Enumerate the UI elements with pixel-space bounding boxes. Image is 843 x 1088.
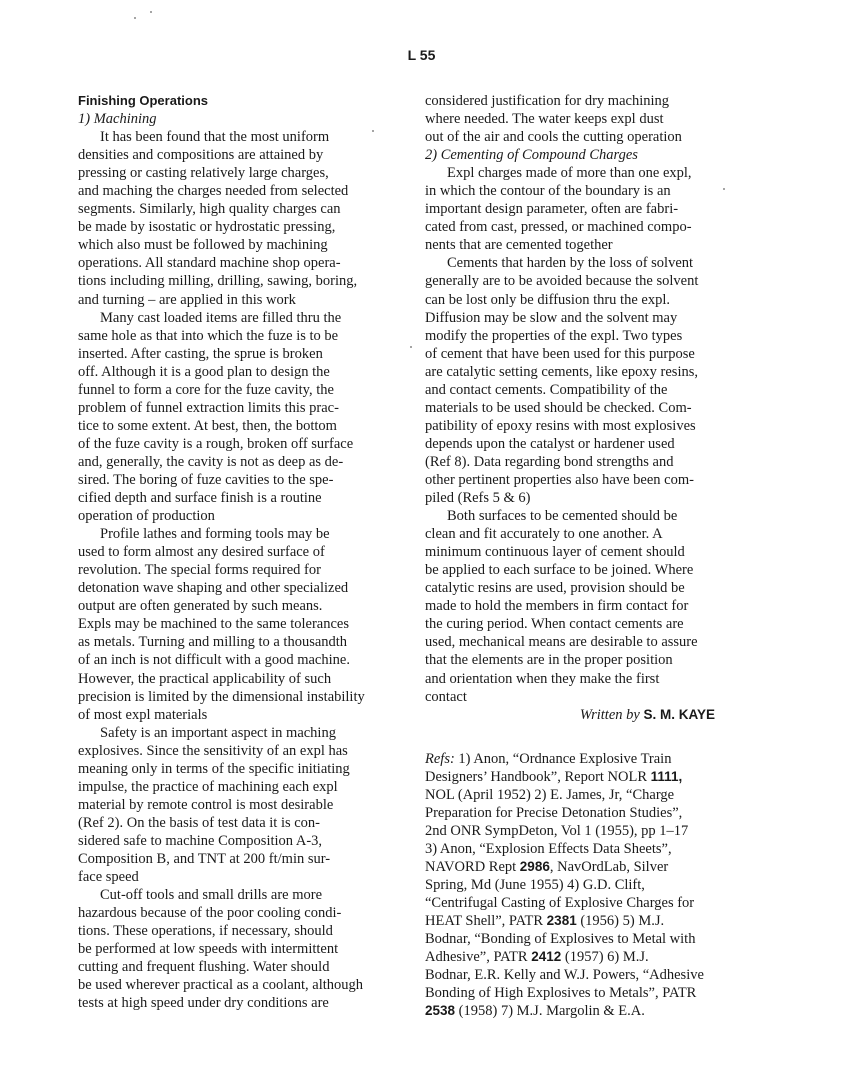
text-line: of most expl materials [78,706,208,723]
text-line: Both surfaces to be cemented should be [447,508,678,525]
page-number: L 55 [407,47,436,63]
text-line: be applied to each surface to be joined. Where [425,562,694,579]
text-line: which also must be followed by machining [78,237,328,254]
subsection-heading-machining: 1) Machining [78,111,157,128]
text-line: (Ref 2). On the basis of test data it is con- [78,814,321,831]
refs-label: Refs: [425,750,455,767]
text-line: are catalytic setting cements, like epoxy resins, [425,363,698,380]
text-line: output are often generated by such means. [78,598,323,615]
text-line: operations. All standard machine shop opera- [78,255,341,272]
text-line: other pertinent properties also have been com- [425,471,694,488]
text-line: (Ref 8). Data regarding bond strengths and [425,453,674,470]
ref-line: Bonding of High Explosives to Metals”, PATR [425,985,697,1002]
text-line: Many cast loaded items are filled thru the [100,309,342,326]
text-line: sired. The boring of fuze cavities to the spe- [78,471,334,488]
text-line: problem of funnel extraction limits this prac- [78,399,339,416]
text-line: impulse, the practice of machining each expl [78,778,338,795]
text-line: generally are to be avoided because the solvent [425,273,699,290]
byline [425,706,725,724]
text-line: tions. These operations, if necessary, should [78,923,333,940]
text-line: patibility of epoxy resins with most explosives [425,417,696,434]
text-line: cified depth and surface finish is a routine [78,490,322,507]
text-line: However, the practical applicability of such [78,670,332,687]
ref-line: Bodnar, E.R. Kelly and W.J. Powers, “Adhesive [425,967,704,984]
ref-line: HEAT Shell”, PATR [425,913,547,930]
text-line: catalytic resins are used, provision should be [425,580,685,597]
ref-line: Preparation for Precise Detonation Studies”, [425,804,683,821]
text-line: funnel to form a core for the fuze cavity, the [78,381,334,398]
text-line: tice to some extent. At best, then, the bottom [78,417,337,434]
text-line: cated from cast, pressed, or machined compo- [425,219,692,236]
text-line: Diffusion may be slow and the solvent may [425,309,678,326]
text-line: Cut-off tools and small drills are more [100,887,323,904]
ref-line: Bodnar, “Bonding of Explosives to Metal with [425,931,696,948]
scan-speck [134,17,136,19]
text-line: as metals. Turning and milling to a thousandth [78,634,348,651]
text-line: revolution. The special forms required for [78,562,321,579]
text-line: considered justification for dry machining [425,93,670,109]
ref-line-tail: (1957) 6) M.J. [561,949,649,966]
ref-line: Designers’ Handbook”, Report NOLR [425,768,651,785]
text-line: tests at high speed under dry conditions are [78,995,329,1012]
text-line: material by remote control is most desirable [78,796,334,813]
ref-line-tail: , NavOrdLab, Silver [549,858,669,875]
left-column [78,92,398,1012]
ref-line: (1958) 7) M.J. Margolin & E.A. [455,1003,645,1020]
text-line: piled (Refs 5 & 6) [425,490,531,507]
text-line: of an inch is not difficult with a good machine. [78,652,350,669]
text-line: and, generally, the cavity is not as deep as de- [78,453,344,470]
ref-line: NOL (April 1952) 2) E. James, Jr, “Charge [425,786,675,803]
text-line: that the elements are in the proper position [425,652,673,669]
text-line: used, mechanical means are desirable to assure [425,634,698,651]
text-line: used to form almost any desired surface of [78,544,325,561]
ref-line: NAVORD Rept [425,858,520,875]
text-line: densities and compositions are attained by [78,147,324,164]
text-line: clean and fit accurately to one another. A [425,526,663,543]
text-line: be used wherever practical as a coolant, although [78,977,364,994]
text-line: face speed [78,869,139,886]
text-line: made to hold the members in firm contact for [425,598,689,615]
text-line: It has been found that the most uniform [100,129,330,146]
subsection-heading-cementing: 2) Cementing of Compound Charges [425,147,638,164]
text-line: of the fuze cavity is a rough, broken off surface [78,435,354,452]
right-column [425,92,725,1020]
text-line: modify the properties of the expl. Two types [425,327,683,344]
text-line: tions including milling, drilling, sawing, boring, [78,273,358,290]
text-line: sidered safe to machine Composition A-3, [78,832,323,849]
ref-bold-number: 2538 [425,1003,456,1019]
text-line: materials to be used should be checked. Com- [425,399,692,416]
ref-line: 1) Anon, “Ordnance Explosive Train [454,750,672,767]
ref-bold-number: 1111, [650,768,683,784]
byline-author: S. M. KAYE [643,706,715,722]
text-line: the curing period. When contact cements are [425,616,684,633]
text-line: Expl charges made of more than one expl, [447,165,692,182]
text-line: meaning only in terms of the specific initiating [78,760,350,777]
text-line: can be lost only be diffusion thru the expl. [425,291,670,308]
ref-line: 3) Anon, “Explosion Effects Data Sheets”, [425,840,672,857]
ref-line: 2nd ONR SympDeton, Vol 1 (1955), pp 1–17 [425,822,689,839]
text-line: detonation wave shaping and other specialized [78,580,349,597]
text-line: be performed at low speeds with intermittent [78,941,339,958]
text-line: inserted. After casting, the sprue is broken [78,345,323,362]
text-line: where needed. The water keeps expl dust [425,111,664,128]
text-line: Safety is an important aspect in maching [100,724,336,741]
ref-bold-number: 2986 [519,858,550,874]
text-line: hazardous because of the poor cooling condi- [78,905,342,922]
text-line: and contact cements. Compatibility of the [425,381,668,398]
text-line: contact [425,688,467,705]
text-line: cutting and frequent flushing. Water should [78,959,330,976]
ref-line: Adhesive”, PATR [425,949,532,966]
scan-speck [150,11,152,13]
ref-bold-number: 2381 [546,913,577,929]
text-line: in which the contour of the boundary is an [425,183,671,200]
text-line: pressing or casting relatively large charges, [78,165,329,182]
text-line: explosives. Since the sensitivity of an expl has [78,742,348,759]
section-heading: Finishing Operations [78,93,209,108]
text-line: precision is limited by the dimensional instability [78,688,365,705]
ref-line-tail: (1956) 5) M.J. [576,913,665,930]
text-line: of cement that have been used for this purpose [425,345,695,362]
text-line: and turning – are applied in this work [78,291,296,308]
text-line: out of the air and cools the cutting operation [425,129,682,146]
ref-bold-number: 2412 [531,949,562,965]
ref-line: Spring, Md (June 1955) 4) G.D. Clift, [425,876,645,893]
byline-written-by: Written by [579,706,640,723]
text-line: nents that are cemented together [425,237,613,254]
text-line: be made by isostatic or hydrostatic pressing, [78,219,336,236]
text-line: depends upon the catalyst or hardener used [425,435,675,452]
ref-line: “Centrifugal Casting of Explosive Charges for [425,895,695,912]
text-line: important design parameter, often are fabri- [425,201,679,218]
text-line: off. Although it is a good plan to design the [78,363,330,380]
text-line: minimum continuous layer of cement should [425,544,685,561]
text-line: same hole as that into which the fuze is to be [78,327,339,344]
text-line: and maching the charges needed from selected [78,183,349,200]
references [425,750,725,1021]
text-line: operation of production [78,508,215,525]
text-line: Composition B, and TNT at 200 ft/min sur- [78,850,331,867]
text-line: segments. Similarly, high quality charges can [78,201,341,218]
text-line: Cements that harden by the loss of solvent [447,255,694,272]
text-line: Expls may be machined to the same tolerances [78,616,349,633]
text-line: Profile lathes and forming tools may be [100,526,330,543]
scan-speck [410,346,412,348]
text-line: and orientation when they make the first [425,670,660,687]
